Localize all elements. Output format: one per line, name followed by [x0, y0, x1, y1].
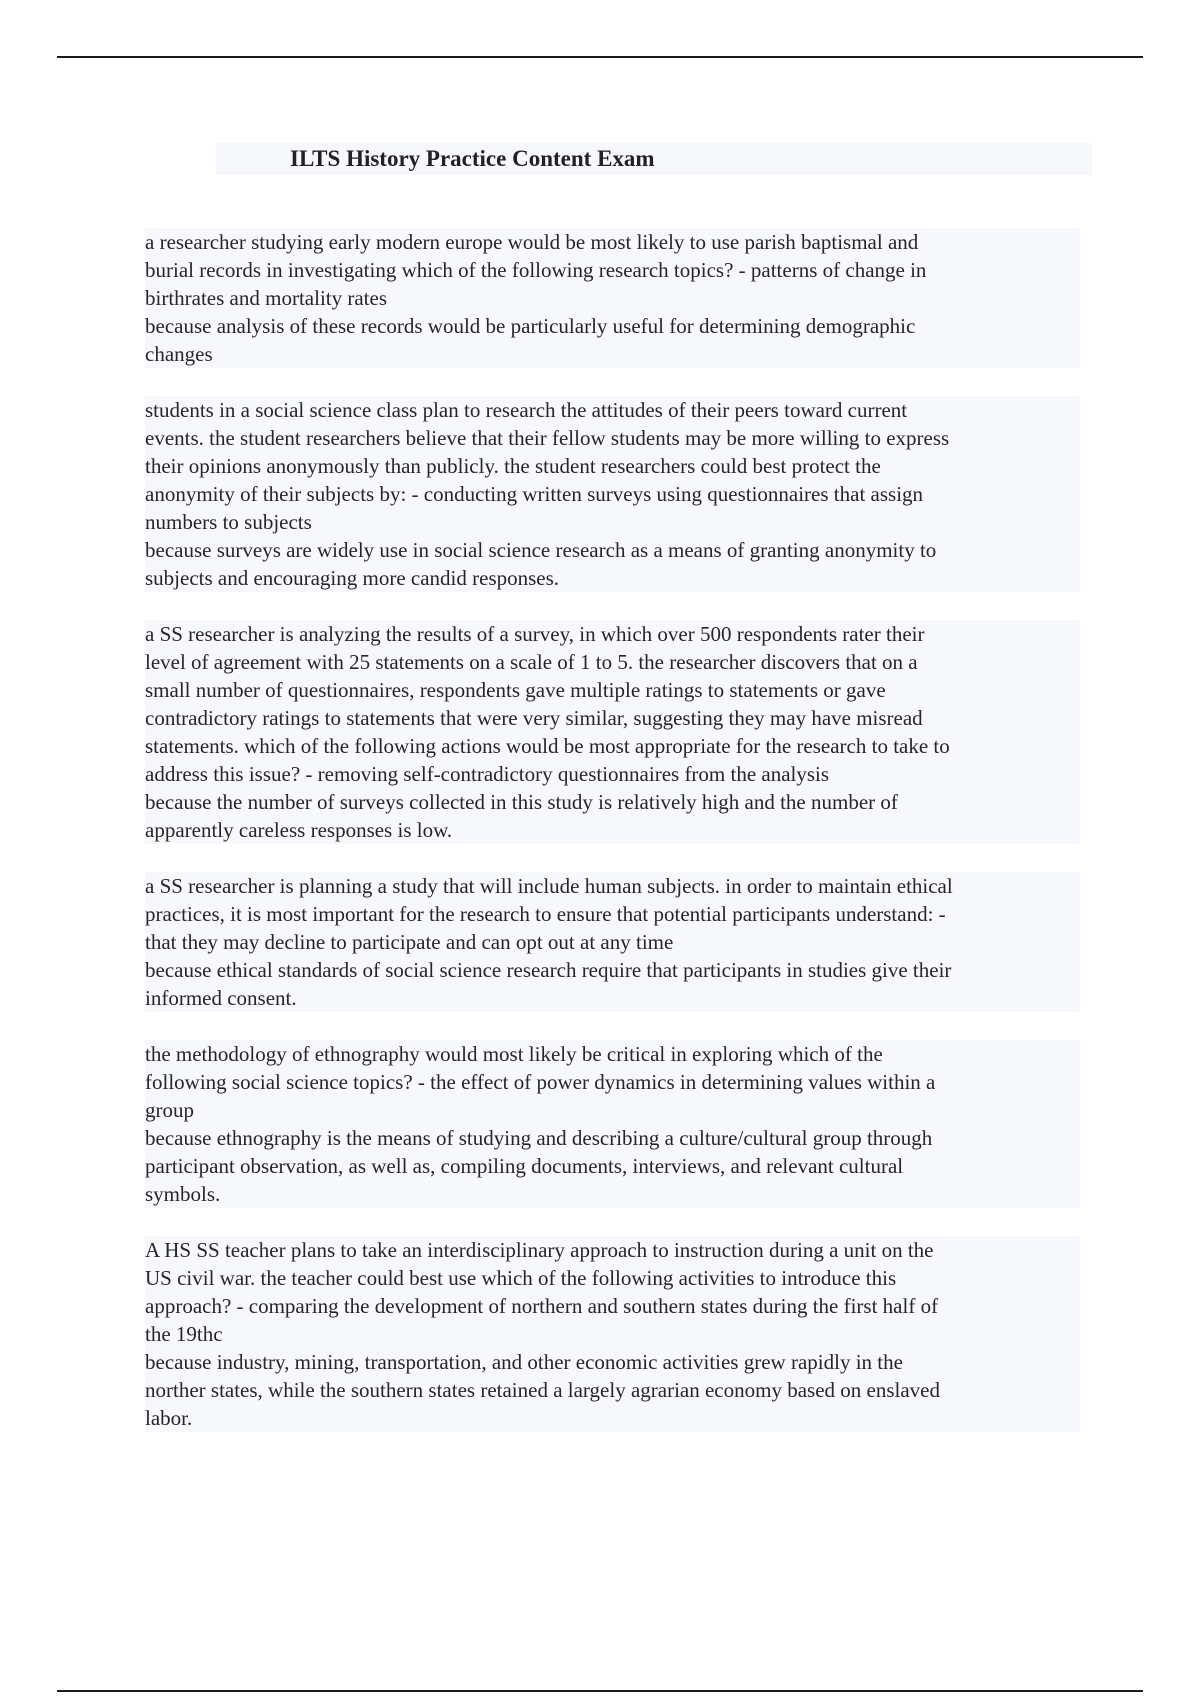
qa-block — [145, 228, 1080, 368]
qa-block — [145, 620, 1080, 844]
qa-text-line: burial records in investigating which of the following research topics? - patterns of change in — [145, 256, 1080, 284]
qa-text-line: events. the student researchers believe that their fellow students may be more willing to express — [145, 424, 1080, 452]
qa-text-line: informed consent. — [145, 984, 1080, 1012]
top-rule — [57, 56, 1143, 58]
qa-text-line: statements. which of the following actions would be most appropriate for the research to take to — [145, 732, 1080, 760]
qa-text-line: because ethnography is the means of studying and describing a culture/cultural group through — [145, 1124, 1080, 1152]
page-title: ILTS History Practice Content Exam — [290, 146, 655, 171]
qa-text-line: group — [145, 1096, 1080, 1124]
bottom-rule — [57, 1690, 1143, 1692]
qa-text-line: birthrates and mortality rates — [145, 284, 1080, 312]
qa-text-line: practices, it is most important for the research to ensure that potential participants understand: - — [145, 900, 1080, 928]
qa-text-line: A HS SS teacher plans to take an interdisciplinary approach to instruction during a unit on the — [145, 1236, 1080, 1264]
qa-text-line: because surveys are widely use in social science research as a means of granting anonymity to — [145, 536, 1080, 564]
qa-text-line: small number of questionnaires, respondents gave multiple ratings to statements or gave — [145, 676, 1080, 704]
qa-text-line: participant observation, as well as, compiling documents, interviews, and relevant cultural — [145, 1152, 1080, 1180]
qa-text-line: apparently careless responses is low. — [145, 816, 1080, 844]
qa-block — [145, 872, 1080, 1012]
qa-text-line: the methodology of ethnography would most likely be critical in exploring which of the — [145, 1040, 1080, 1068]
qa-text-line: address this issue? - removing self-contradictory questionnaires from the analysis — [145, 760, 1080, 788]
qa-text-line: the 19thc — [145, 1320, 1080, 1348]
qa-text-line: subjects and encouraging more candid responses. — [145, 564, 1080, 592]
qa-text-line: because the number of surveys collected in this study is relatively high and the number of — [145, 788, 1080, 816]
qa-block — [145, 396, 1080, 592]
qa-text-line: anonymity of their subjects by: - conducting written surveys using questionnaires that assign — [145, 480, 1080, 508]
qa-text-line: their opinions anonymously than publicly. the student researchers could best protect the — [145, 452, 1080, 480]
qa-text-line: a SS researcher is planning a study that will include human subjects. in order to maintain ethical — [145, 872, 1080, 900]
qa-text-line: that they may decline to participate and can opt out at any time — [145, 928, 1080, 956]
qa-text-line: a researcher studying early modern europe would be most likely to use parish baptismal and — [145, 228, 1080, 256]
qa-block — [145, 1040, 1080, 1208]
qa-text-line: contradictory ratings to statements that were very similar, suggesting they may have misread — [145, 704, 1080, 732]
qa-text-line: symbols. — [145, 1180, 1080, 1208]
qa-text-line: level of agreement with 25 statements on a scale of 1 to 5. the researcher discovers that on a — [145, 648, 1080, 676]
qa-list — [145, 228, 1080, 1460]
qa-text-line: a SS researcher is analyzing the results of a survey, in which over 500 respondents rater their — [145, 620, 1080, 648]
qa-text-line: approach? - comparing the development of northern and southern states during the first half of — [145, 1292, 1080, 1320]
qa-text-line: labor. — [145, 1404, 1080, 1432]
qa-text-line: US civil war. the teacher could best use which of the following activities to introduce this — [145, 1264, 1080, 1292]
qa-text-line: because industry, mining, transportation, and other economic activities grew rapidly in the — [145, 1348, 1080, 1376]
qa-text-line: because ethical standards of social science research require that participants in studies give their — [145, 956, 1080, 984]
qa-text-line: following social science topics? - the effect of power dynamics in determining values within a — [145, 1068, 1080, 1096]
qa-text-line: because analysis of these records would be particularly useful for determining demographic — [145, 312, 1080, 340]
qa-text-line: numbers to subjects — [145, 508, 1080, 536]
qa-text-line: students in a social science class plan to research the attitudes of their peers toward current — [145, 396, 1080, 424]
qa-block — [145, 1236, 1080, 1432]
qa-text-line: norther states, while the southern states retained a largely agrarian economy based on enslaved — [145, 1376, 1080, 1404]
qa-text-line: changes — [145, 340, 1080, 368]
